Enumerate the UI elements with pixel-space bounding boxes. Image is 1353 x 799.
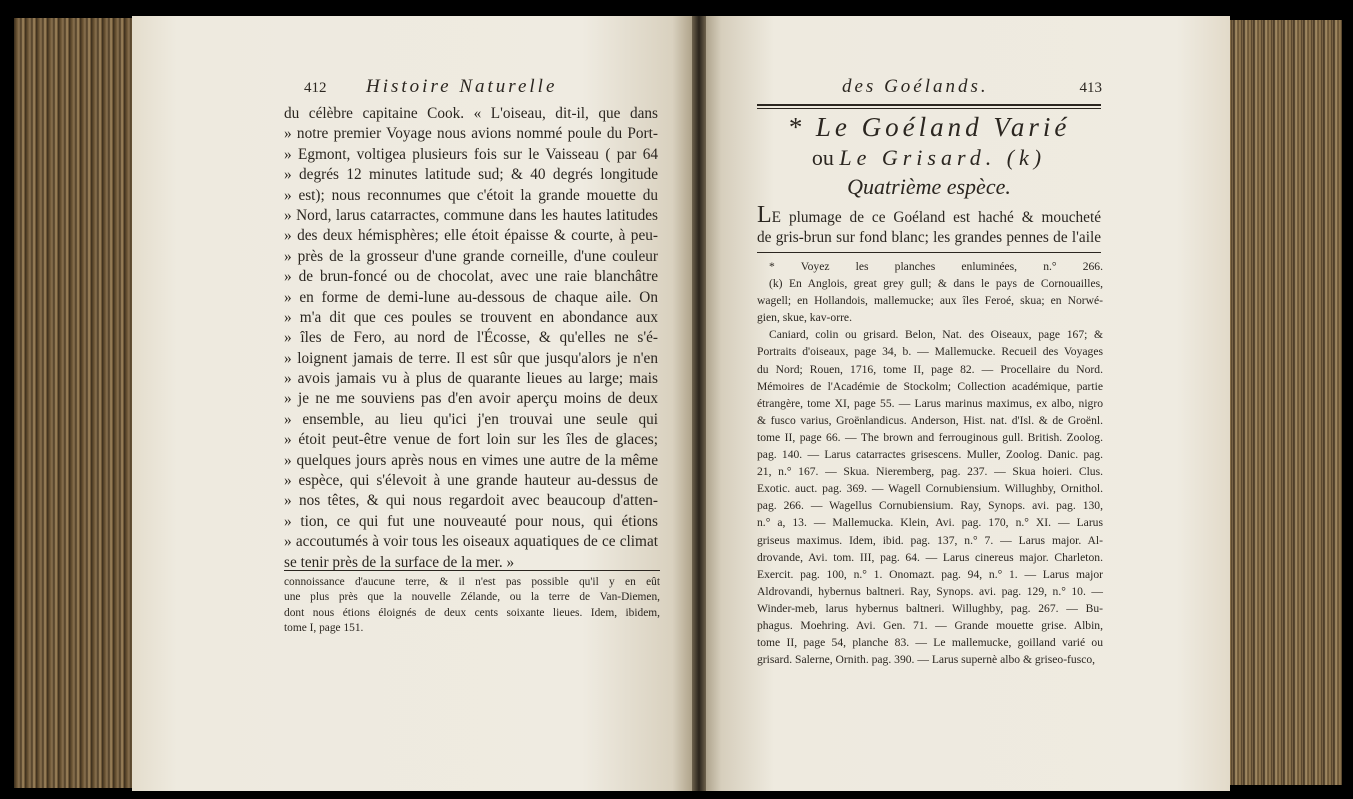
footnote-line: tome I, page 151. <box>284 622 364 635</box>
note-line: gien, skue, kav-orre. <box>757 311 852 325</box>
note-line: pag. 140. — Larus catarractes grisescens. Muller, Zoolog. Danic. pag. <box>757 448 1103 462</box>
left-page-edges <box>14 18 136 788</box>
book-gutter <box>692 16 706 791</box>
body-line: » tion, ce qui fut une nouveauté pour nous, qui étions <box>284 512 658 530</box>
body-line: » accoutumés à voir tous les oiseaux aquatiques de ce climat <box>284 533 658 551</box>
drop-cap: L <box>757 202 772 228</box>
note-line: griseus maximus. Idem, ibid. pag. 137, n.° 7. — Larus major. Al- <box>757 533 1103 547</box>
note-line: Exercit. pag. 100, n.° 1. Onomazt. pag. 94, n.° 1. — Larus major <box>757 567 1103 581</box>
body-line: » je ne me souviens pas d'en avoir aperçu moins de deux <box>284 390 658 408</box>
note-line: Aldrovandi, hybernus baltneri. Ray, Synops. avi. pag. 129, n.° 10. — <box>757 584 1103 598</box>
body-line: » de brun-foncé ou de chocolat, avec une raie blanchâtre <box>284 268 658 286</box>
note-line: grisard. Salerne, Ornith. pag. 390. — Larus supernè albo & griseo-fusco, <box>757 653 1096 667</box>
body-line: » en forme de demi-lune au-dessous de chaque aile. On <box>284 288 658 306</box>
subtitle-name: Le Grisard. (k) <box>839 145 1047 170</box>
lead-line-text: E plumage de ce Goéland est haché & moucheté <box>771 209 1101 226</box>
right-running-header <box>758 74 1102 102</box>
left-running-head: Histoire Naturelle <box>366 76 558 97</box>
notes-rule <box>757 252 1101 253</box>
body-line: » des deux hémisphères; elle étoit épaisse & courte, à peu- <box>284 227 658 245</box>
body-line: se tenir près de la surface de la mer. » <box>284 553 515 571</box>
header-thick-rule <box>757 104 1101 106</box>
body-line: » îles de Fero, au nord de l'Écosse, & qu'elles ne s'é- <box>284 329 658 347</box>
note-line: Portraits d'oiseaux, page 34, b. — Mallemucke. Recueil des Voyages <box>757 345 1103 359</box>
chapter-subtitle <box>757 145 1101 171</box>
right-running-head: des Goélands. <box>842 76 989 97</box>
left-footnote <box>284 575 660 637</box>
chapter-title: * Le Goéland Varié <box>787 112 1071 142</box>
header-thin-rule <box>757 108 1101 109</box>
note-line: 21, n.° 167. — Skua. Nieremberg, pag. 237. — Skua hoieri. Clus. <box>757 465 1103 479</box>
body-line: » espèce, qui s'élevoit à une grande hauteur au-dessus de <box>284 472 658 490</box>
body-line: » nos têtes, & qui nous regardoit avec beaucoup d'atten- <box>284 492 658 510</box>
right-page-edges <box>1222 20 1342 785</box>
right-footnotes <box>757 258 1103 668</box>
note-line: n.° a, 13. — Mallemucka. Klein, Avi. pag. 170, n.° XI. — Larus <box>757 516 1103 530</box>
lead-line <box>757 202 1101 228</box>
right-lead-paragraph <box>757 202 1101 248</box>
body-line: » près de la grosseur d'une grande corneille, d'une couleur <box>284 247 658 265</box>
left-body-text <box>284 104 658 573</box>
body-line: » ensemble, au lieu qu'ici j'en trouvai une seule qui <box>284 410 658 428</box>
left-running-header <box>304 74 659 102</box>
footnote-line: une plus près que la nouvelle Zélande, ou la terre de Van-Diemen, <box>284 591 660 604</box>
subtitle-ou: ou <box>811 145 834 170</box>
note-line: (k) En Anglois, great grey gull; & dans le pays de Cornouailles, <box>769 277 1103 291</box>
note-line: * Voyez les planches enluminées, n.° 266. <box>769 260 1103 273</box>
left-page-number: 412 <box>304 80 327 96</box>
note-line: Exotic. auct. pag. 369. — Wagell Cornubiensium. Willughby, Ornithol. <box>757 482 1103 496</box>
note-line: tome II, page 66. — The brown and ferrouginous gull. British. Zoolog. <box>757 430 1103 444</box>
body-line: » m'a dit que ces poules se trouvent en abondance aux <box>284 308 658 326</box>
note-line: wagell; en Hollandois, mallemucke; aux îles Feroé, skua; en Norwé- <box>757 294 1103 308</box>
note-line: pag. 266. — Wagellus Cornubiensium. Ray, Synops. avi. pag. 130, <box>757 499 1103 513</box>
body-line: » quelques jours après nous en vimes une autre de la même <box>284 451 658 469</box>
body-line: du célèbre capitaine Cook. « L'oiseau, dit-il, que dans <box>284 105 658 122</box>
note-line: Caniard, colin ou grisard. Belon, Nat. des Oiseaux, page 167; & <box>769 328 1103 342</box>
footnote-line: connoissance d'aucune terre, & il n'est pas possible qu'il y en eût <box>284 576 660 588</box>
body-line: » avois jamais vu à plus de quarante lieues au large; mais <box>284 370 658 388</box>
note-line: étrangère, tome XI, page 55. — Larus marinus maximus, ex albo, nigro <box>757 396 1103 410</box>
note-line: du Nord; Rouen, 1716, tome II, page 82. — Procellaire du Nord. <box>757 362 1103 376</box>
note-line: drovande, Avi. tom. III, pag. 64. — Larus cinereus major. Charleton. <box>757 550 1103 564</box>
body-line: » est); nous reconnumes que c'étoit la grande mouette du <box>284 186 658 204</box>
body-line: » notre premier Voyage nous avions nommé poule du Port- <box>284 125 658 143</box>
note-line: phagus. Moehring. Avi. Gen. 71. — Grande mouette grise. Albin, <box>757 618 1103 632</box>
right-page-number: 413 <box>1079 80 1102 96</box>
body-line: » degrés 12 minutes latitude sud; & 40 degrés longitude <box>284 166 658 184</box>
note-line: tome II, page 54, planche 83. — Le mallemucke, goilland varié ou <box>757 636 1103 650</box>
note-line: Mémoires de l'Académie de Stockolm; Collection académique, partie <box>757 379 1103 393</box>
body-line: » Egmont, voltigea plusieurs fois sur le Vaisseau ( par 64 <box>284 145 658 163</box>
note-line: Winder-meb, larus hybernus baltneri. Willughby, pag. 267. — Bu- <box>757 601 1103 615</box>
species-heading: Quatrième espèce. <box>847 174 1011 199</box>
footnote-rule <box>284 570 660 571</box>
lead-line: de gris-brun sur fond blanc; les grandes pennes de l'aile <box>757 229 1101 246</box>
note-line: & fusco varius, Groënlandicus. Anderson, Hist. nat. d'Isl. & de Groënl. <box>757 413 1103 427</box>
body-line: » loignent jamais de terre. Il est sûr que jusqu'alors je n'en <box>284 349 658 367</box>
body-line: » Nord, larus catarractes, commune dans les hautes latitudes <box>284 206 658 224</box>
body-line: » étoit peut-être venue de fort loin sur les îles de glaces; <box>284 431 658 449</box>
footnote-line: dont nous étions éloignés de deux cents soixante lieues. Idem, ibidem, <box>284 606 660 619</box>
